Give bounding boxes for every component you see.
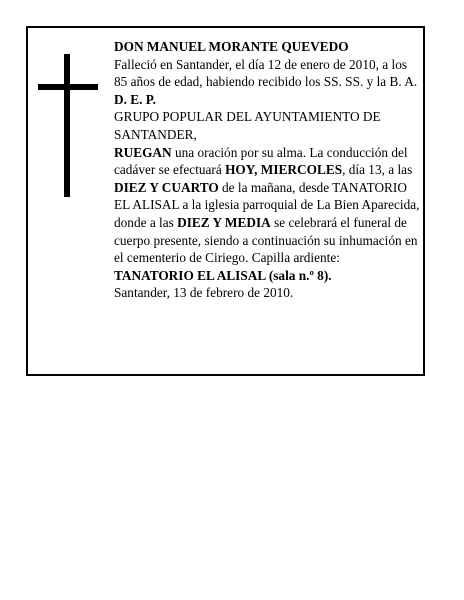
cross-horizontal-bar [38, 84, 98, 90]
chapel-location: TANATORIO EL ALISAL (sala n.º 8). [114, 267, 332, 283]
rest-in-peace: D. E. P. [114, 91, 156, 107]
funeral-text-1: una oración por su alma. La conducción del cadáver se efectuará [114, 144, 408, 178]
departure-time: DIEZ Y CUARTO [114, 179, 219, 195]
funeral-day: HOY, MIERCOLES [225, 162, 343, 178]
funeral-text-3: de la mañana, desde TANATORIO EL ALISAL a la iglesia parroquial de La Bien Aparecida, donde a las [114, 179, 420, 230]
ruegan-label: RUEGAN [114, 144, 172, 160]
cross-vertical-bar [64, 54, 70, 197]
funeral-details [114, 144, 422, 285]
funeral-text-4: se celebrará el funeral de cuerpo presente, siendo a continuación su inhumación en el cementerio de Ciriego. Capilla ardiente: [114, 214, 418, 266]
funeral-text-2: , día 13, a las [342, 162, 413, 178]
cross-icon [38, 54, 98, 197]
obituary-text [114, 38, 422, 302]
death-info: Falleció en Santander, el día 12 de enero de 2010, a los 85 años de edad, habiendo recibido los SS. SS. y la B. A. [114, 56, 418, 90]
group-name: GRUPO POPULAR DEL AYUNTAMIENTO DE SANTANDER, [114, 109, 381, 142]
deceased-name: DON MANUEL MORANTE QUEVEDO [114, 39, 349, 54]
place-date: Santander, 13 de febrero de 2010. [114, 285, 294, 301]
funeral-time: DIEZ Y MEDIA [177, 214, 271, 230]
